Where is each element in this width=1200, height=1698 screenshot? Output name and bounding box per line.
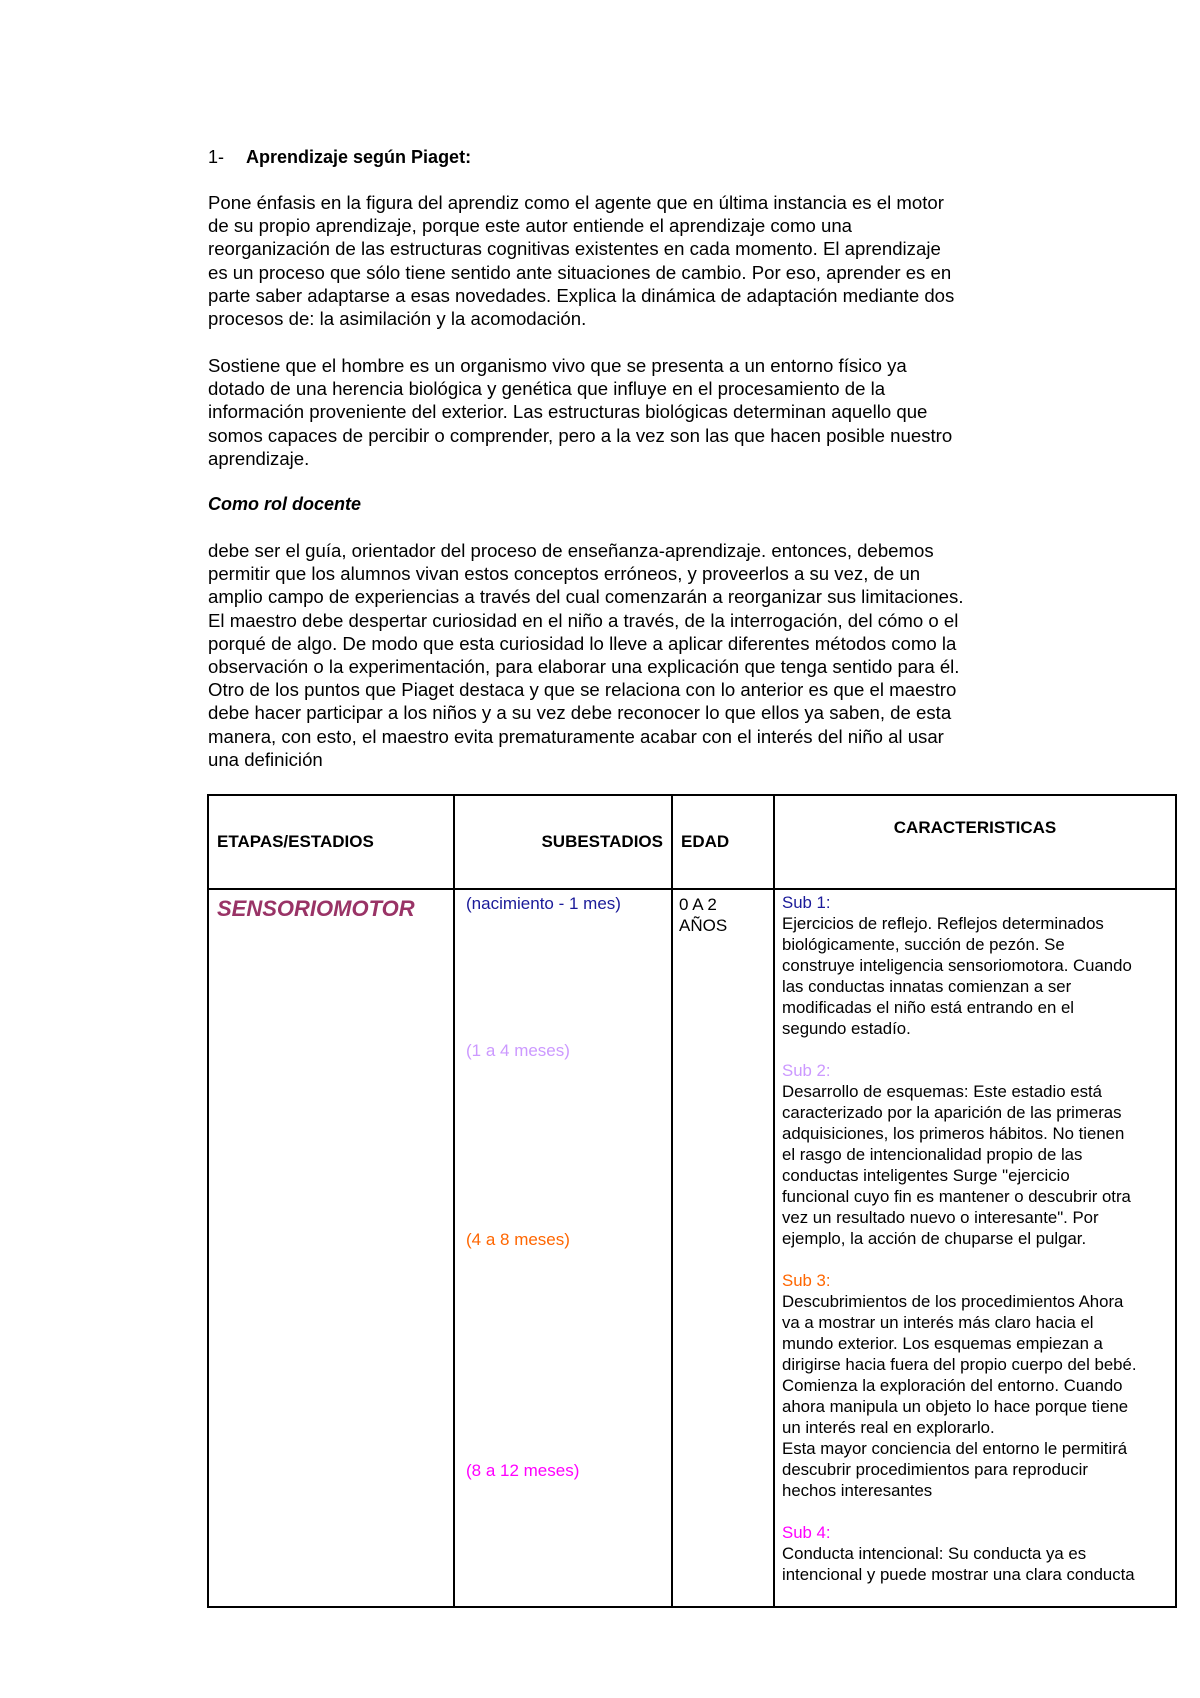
paragraph-line: manera, con esto, el maestro evita prematuramente acabar con el interés del niño al usar	[208, 725, 944, 747]
caracteristica-line: caracterizado por la aparición de las primeras	[782, 1103, 1122, 1122]
caracteristica-line: biológicamente, succión de pezón. Se	[782, 935, 1065, 954]
header-subestadios: SUBESTADIOS	[454, 795, 672, 889]
caracteristica-line: descubrir procedimientos para reproducir	[782, 1460, 1088, 1479]
table-header-row	[208, 795, 1176, 889]
caracteristica-line: las conductas innatas comienzan a ser	[782, 977, 1072, 996]
subestadio-label: (nacimiento - 1 mes)	[466, 894, 621, 913]
subestadio-label: (4 a 8 meses)	[466, 1230, 570, 1249]
caracteristica-line: Conducta intencional: Su conducta ya es	[782, 1544, 1087, 1563]
caracteristica-title: Sub 3:	[782, 1271, 831, 1290]
caracteristica-line: Desarrollo de esquemas: Este estadio está	[782, 1082, 1102, 1101]
paragraph-line: Sostiene que el hombre es un organismo vivo que se presenta a un entorno físico ya	[208, 355, 907, 376]
edad-value: 0 A 2 AÑOS	[679, 895, 728, 935]
caracteristica-line: vez un resultado nuevo o interesante". Por	[782, 1208, 1099, 1227]
paragraph-line: debe ser el guía, orientador del proceso de enseñanza-aprendizaje. entonces, debemos	[208, 540, 934, 561]
caracteristica-title: Sub 4:	[782, 1523, 831, 1542]
piaget-stages-table	[207, 794, 1177, 1608]
paragraph-line: permitir que los alumnos vivan estos conceptos erróneos, y proveerlos a su vez, de un	[208, 563, 921, 585]
paragraph-line: porqué de algo. De modo que esta curiosidad lo lleve a aplicar diferentes métodos como la	[208, 632, 957, 654]
paragraph-line: El maestro debe despertar curiosidad en el niño a través, de la interrogación, del cómo o el	[208, 609, 959, 631]
header-edad: EDAD	[672, 795, 774, 889]
paragraph-line: es un proceso que sólo tiene sentido ante situaciones de cambio. Por eso, aprender es en	[208, 261, 952, 283]
paragraph-line: amplio campo de experiencias a través del cual comenzarán a reorganizar sus limitaciones.	[208, 586, 964, 608]
caracteristica-line: Ejercicios de reflejo. Reflejos determinados	[782, 914, 1104, 933]
caracteristica-line: va a mostrar un interés más claro hacia el	[782, 1313, 1094, 1332]
paragraph-line: Pone énfasis en la figura del aprendiz como el agente que en última instancia es el motor	[208, 192, 944, 213]
paragraph-1	[208, 191, 1038, 330]
etapa-name: SENSORIOMOTOR	[217, 896, 415, 921]
header-etapas: ETAPAS/ESTADIOS	[208, 795, 454, 889]
subestadio-label: (8 a 12 meses)	[466, 1461, 580, 1480]
paragraph-line: dotado de una herencia biológica y genética que influye en el procesamiento de la	[208, 378, 886, 400]
table-row	[208, 889, 1176, 1607]
caracteristica-line: el rasgo de intencionalidad propio de las	[782, 1145, 1083, 1164]
section-title: Aprendizaje según Piaget:	[246, 147, 472, 167]
paragraph-line: información proveniente del exterior. Las estructuras biológicas determinan aquello que	[208, 401, 928, 423]
caracteristica-line: mundo exterior. Los esquemas empiezan a	[782, 1334, 1103, 1353]
paragraph-line: procesos de: la asimilación y la acomodación.	[208, 308, 587, 330]
subestadio-label: (1 a 4 meses)	[466, 1041, 570, 1060]
etapa-cell	[208, 889, 454, 1607]
caracteristica-line: un interés real en explorarlo.	[782, 1418, 995, 1437]
edad-cell	[672, 889, 774, 1607]
caracteristica-line: dirigirse hacia fuera del propio cuerpo del bebé.	[782, 1355, 1137, 1374]
caracteristica-line: intencional y puede mostrar una clara conducta	[782, 1565, 1135, 1584]
caracteristica-line: hechos interesantes	[782, 1481, 933, 1500]
caracteristica-line: adquisiciones, los primeros hábitos. No tienen	[782, 1124, 1125, 1143]
caracteristica-line: Esta mayor conciencia del entorno le permitirá	[782, 1439, 1128, 1458]
caracteristica-title: Sub 1:	[782, 893, 831, 912]
caracteristica-block	[782, 1522, 1169, 1585]
caracteristica-block	[782, 1060, 1169, 1249]
paragraph-line: parte saber adaptarse a esas novedades. Explica la dinámica de adaptación mediante dos	[208, 284, 955, 306]
section-heading	[208, 146, 471, 168]
caracteristica-line: segundo estadío.	[782, 1019, 911, 1038]
caracteristica-title: Sub 2:	[782, 1061, 831, 1080]
paragraph-line: reorganización de las estructuras cognitivas existentes en cada momento. El aprendizaje	[208, 238, 941, 260]
paragraph-line: de su propio aprendizaje, porque este autor entiende el aprendizaje como una	[208, 215, 852, 237]
section-number: 1-	[208, 147, 225, 167]
paragraph-line: Otro de los puntos que Piaget destaca y que se relaciona con lo anterior es que el maestro	[208, 679, 957, 701]
caracteristica-line: conductas inteligentes Surge "ejercicio	[782, 1166, 1070, 1185]
paragraph-line: una definición	[208, 748, 323, 770]
caracteristica-line: modificadas el niño está entrando en el	[782, 998, 1075, 1017]
subestadios-cell	[454, 889, 672, 1607]
paragraph-2	[208, 354, 1038, 470]
caracteristica-line: funcional cuyo fin es mantener o descubrir otra	[782, 1187, 1131, 1206]
paragraph-line: debe hacer participar a los niños y a su vez debe reconocer lo que ellos ya saben, de esta	[208, 702, 952, 724]
caracteristica-line: ejemplo, la acción de chuparse el pulgar.	[782, 1229, 1087, 1248]
caracteristica-line: construye inteligencia sensoriomotora. Cuando	[782, 956, 1132, 975]
caracteristicas-cell	[774, 889, 1176, 1607]
paragraph-line: aprendizaje.	[208, 447, 310, 469]
paragraph-line: somos capaces de percibir o comprender, pero a la vez son las que hacen posible nuestro	[208, 424, 953, 446]
caracteristica-block	[782, 892, 1169, 1039]
caracteristica-block	[782, 1270, 1169, 1501]
caracteristica-line: Comienza la exploración del entorno. Cuando	[782, 1376, 1123, 1395]
paragraph-3	[208, 539, 1038, 771]
caracteristica-line: Descubrimientos de los procedimientos Ahora	[782, 1292, 1124, 1311]
rol-docente-heading: Como rol docente	[208, 494, 362, 514]
paragraph-line: observación o la experimentación, para elaborar una explicación que tenga sentido para él.	[208, 656, 960, 678]
header-caracteristicas: CARACTERISTICAS	[774, 795, 1176, 889]
caracteristica-line: ahora manipula un objeto lo hace porque tiene	[782, 1397, 1129, 1416]
